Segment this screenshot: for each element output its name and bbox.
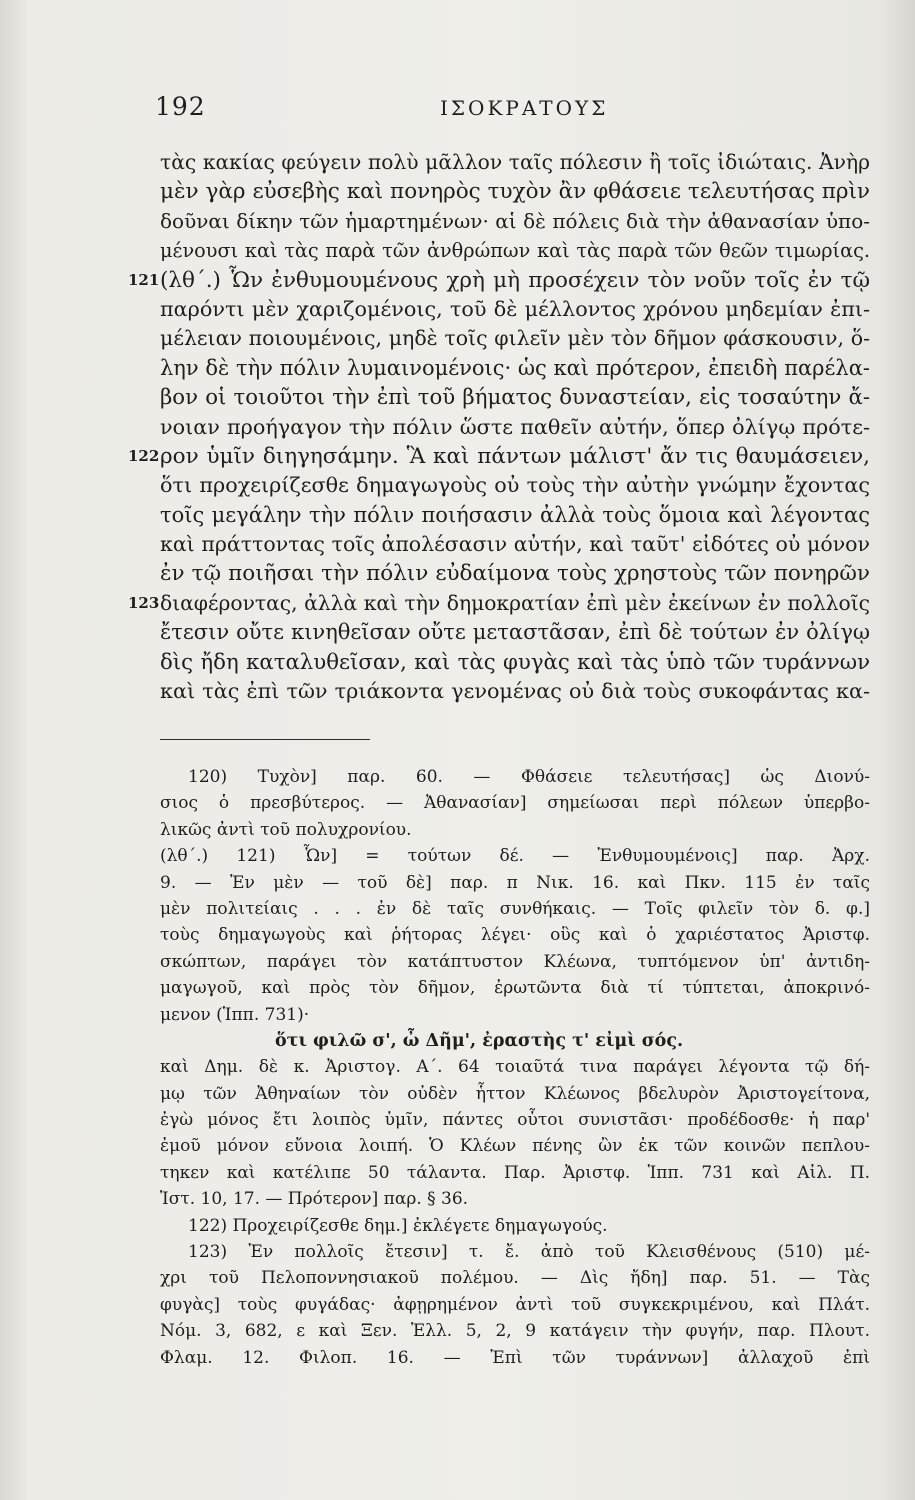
footnote-line: λικῶς ἀντὶ τοῦ πολυχρονίου. <box>160 819 412 840</box>
line-text: (λθ΄.) Ὧν ἐνθυμουμένους χρὴ μὴ προσέχειν τὸν νοῦν τοῖς ἐν τῷ <box>160 267 870 293</box>
text-line <box>160 618 870 647</box>
line-text: ρον ὑμῖν διηγησάμην. Ἃ καὶ πάντων μάλιστ' ἄν τις θαυμάσειεν, <box>160 443 870 469</box>
footnote-line: 122) Προχειρίζεσθε δημ.] ἐκλέγετε δημαγωγούς. <box>188 1215 608 1236</box>
footnote-line: μὲν πολιτείαις . . . ἐν δὲ ταῖς συνθήκαις. — Τοῖς φιλεῖν τὸν δ. φ.] <box>160 898 870 919</box>
page-header <box>150 92 880 132</box>
line-text: παρόντι μὲν χαριζομένοις, τοῦ δὲ μέλλοντος χρόνου μηδεμίαν ἐπι- <box>160 296 870 321</box>
text-line <box>160 383 870 412</box>
footnote-line: 123) Ἐν πολλοῖς ἔτεσιν] τ. ἔ. ἀπὸ τοῦ Κλεισθένους (510) μέ- <box>188 1242 870 1263</box>
footnote-line: μαγωγοῦ, καὶ πρὸς τὸν δῆμον, ἐρωτῶντα διὰ τί τύπτεται, ἀποκρινό- <box>160 978 870 999</box>
footnote-line: μενον (Ἱππ. 731)· <box>160 1004 310 1025</box>
footnote-line: μῳ τῶν Ἀθηναίων τὸν οὐδὲν ἧττον Κλέωνος βδελυρὸν Ἀριστογείτονα, <box>160 1083 870 1104</box>
line-text: μέλειαν ποιουμένοις, μηδὲ τοῖς φιλεῖν μὲν τὸν δῆμον φάσκουσιν, ὅ- <box>160 326 870 351</box>
text-line <box>160 148 870 177</box>
footnote-line: (λθ΄.) 121) Ὧν] = τούτων δέ. — Ἐνθυμουμένοις] παρ. Ἀρχ. <box>160 846 870 867</box>
line-text: τὰς κακίας φεύγειν πολὺ μᾶλλον ταῖς πόλεσιν ἢ τοῖς ἰδιώταις. Ἀνὴρ <box>160 150 870 174</box>
text-line <box>160 207 870 236</box>
footnote-line: ἐμοῦ μόνον εὔνοια λοιπή. Ὁ Κλέων πένης ὢν ἐκ τῶν κοινῶν πεπλου- <box>160 1136 870 1157</box>
footnote-line: χρι τοῦ Πελοποννησιακοῦ πολέμου. — Δὶς ἤδη] παρ. 51. — Τὰς <box>160 1268 870 1289</box>
line-text: λην δὲ τὴν πόλιν λυμαινομένοις· ὡς καὶ πρότερον, ἐπειδὴ παρέλα- <box>160 355 870 380</box>
section-number: 122 <box>128 446 160 465</box>
line-text: ὅτι προχειρίζεσθε δημαγωγοὺς οὐ τοὺς τὴν αὐτὴν γνώμην ἔχοντας <box>160 473 870 498</box>
line-text: τοῖς μεγάλην τὴν πόλιν ποιήσασιν ἀλλὰ τοὺς ὅμοια καὶ λέγοντας <box>160 502 870 527</box>
footnote-line: 9. — Ἐν μὲν — τοῦ δὲ] παρ. π Νικ. 16. καὶ Πκν. 115 ἐν ταῖς <box>160 872 870 893</box>
line-text: μένουσι καὶ τὰς παρὰ τῶν ἀνθρώπων καὶ τὰς παρὰ τῶν θεῶν τιμωρίας. <box>160 239 870 263</box>
footnotes <box>160 764 870 1371</box>
line-text: δοῦναι δίκην τῶν ἡμαρτημένων· αἱ δὲ πόλεις διὰ τὴν ἀθανασίαν ὑπο- <box>160 208 870 233</box>
text-line <box>160 413 870 442</box>
line-text: διαφέροντας, ἀλλὰ καὶ τὴν δημοκρατίαν ἐπὶ μὲν ἐκείνων ἐν πολλοῖς <box>160 590 870 615</box>
page-number: 192 <box>155 92 206 121</box>
text-line <box>128 589 870 618</box>
footnote-line: τοὺς δημαγωγοὺς καὶ ῥήτορας λέγει· οὓς καὶ ὁ χαριέστατος Ἀριστφ. <box>160 925 870 946</box>
line-text: βον οἱ τοιοῦτοι τὴν ἐπὶ τοῦ βήματος δυναστείαν, εἰς τοσαύτην ἄ- <box>160 385 870 411</box>
line-text: μὲν γὰρ εὐσεβὴς καὶ πονηρὸς τυχὸν ἂν φθάσειε τελευτήσας πρὶν <box>160 179 870 205</box>
footnote-line: 120) Τυχὸν] παρ. 60. — Φθάσειε τελευτήσας] ὡς Διονύ- <box>188 767 870 787</box>
line-text: ἐν τῷ ποιῆσαι τὴν πόλιν εὐδαίμονα τοὺς χρηστοὺς τῶν πονηρῶν <box>160 561 870 587</box>
line-text: καὶ πράττοντας τοῖς ἀπολέσασιν αὐτήν, καὶ ταῦτ' εἰδότες οὐ μόνον <box>160 532 870 557</box>
line-text: ἔτεσιν οὔτε κινηθεῖσαν οὔτε μεταστᾶσαν, ἐπὶ δὲ τούτων ἐν ὀλίγῳ <box>160 620 870 645</box>
footnote-line: σιος ὁ πρεσβύτερος. — Ἀθανασίαν] σημείωσαι περὶ πόλεων ὑπερβο- <box>160 793 870 814</box>
line-text: καὶ τὰς ἐπὶ τῶν τριάκοντα γενομένας οὐ διὰ τοὺς συκοφάντας κα- <box>160 679 870 704</box>
quoted-verse: ὅτι φιλῶ σ', ὦ Δῆμ', ἐραστὴς τ' εἰμὶ σός. <box>275 1030 684 1051</box>
text-line <box>160 648 870 677</box>
section-number: 121 <box>128 270 160 289</box>
text-line <box>160 177 870 206</box>
text-line <box>160 354 870 383</box>
text-line <box>160 324 870 353</box>
footnote-line: Φλαμ. 12. Φιλοπ. 16. — Ἐπὶ τῶν τυράννων] ἀλλαχοῦ ἐπὶ <box>160 1347 870 1368</box>
text-line <box>160 677 870 706</box>
text-line <box>160 295 870 324</box>
footnote-line: καὶ Δημ. δὲ κ. Ἀριστογ. Α΄. 64 τοιαῦτά τινα παράγει λέγοντα τῷ δή- <box>160 1057 870 1078</box>
footnote-line: Ἱστ. 10, 17. — Πρότερον] παρ. § 36. <box>160 1189 469 1210</box>
footnote-line: Νόμ. 3, 682, ε καὶ Ξεν. Ἑλλ. 5, 2, 9 κατάγειν τὴν φυγήν, παρ. Πλουτ. <box>160 1321 870 1342</box>
footnote-line: τηκεν καὶ κατέλιπε 50 τάλαντα. Παρ. Ἀριστφ. Ἱππ. 731 καὶ Αἰλ. Π. <box>160 1162 870 1183</box>
footnote-line: φυγὰς] τοὺς φυγάδας· ἀφῃρημένον ἀντὶ τοῦ συγκεκριμένου, καὶ Πλάτ. <box>160 1294 870 1315</box>
text-line <box>128 266 870 295</box>
running-head: ΙΣΟΚΡΑΤΟΥΣ <box>440 96 609 120</box>
footnote-line: σκώπτων, παράγει τὸν κατάπτυστον Κλέωνα, τυπτόμενον ὑπ' ἀντιδη- <box>160 951 870 972</box>
text-line <box>160 471 870 500</box>
text-line <box>160 530 870 559</box>
footnote-line: ἐγὼ μόνος ἔτι λοιπὸς ὑμῖν, πάντες οὗτοι συνιστᾶσι· προδέδοσθε· ἡ παρ' <box>160 1110 870 1131</box>
text-line <box>128 442 870 471</box>
section-number: 123 <box>128 593 160 612</box>
text-line <box>160 559 870 588</box>
line-text: νοιαν προήγαγον τὴν πόλιν ὥστε παθεῖν αὐτήν, ὅπερ ὀλίγῳ πρότε- <box>160 414 870 439</box>
line-text: δὶς ἤδη καταλυθεῖσαν, καὶ τὰς φυγὰς καὶ τὰς ὑπὸ τῶν τυράννων <box>160 649 870 675</box>
text-line <box>160 501 870 530</box>
footnote-rule <box>160 739 370 740</box>
text-line <box>160 236 870 265</box>
main-text <box>128 148 870 706</box>
